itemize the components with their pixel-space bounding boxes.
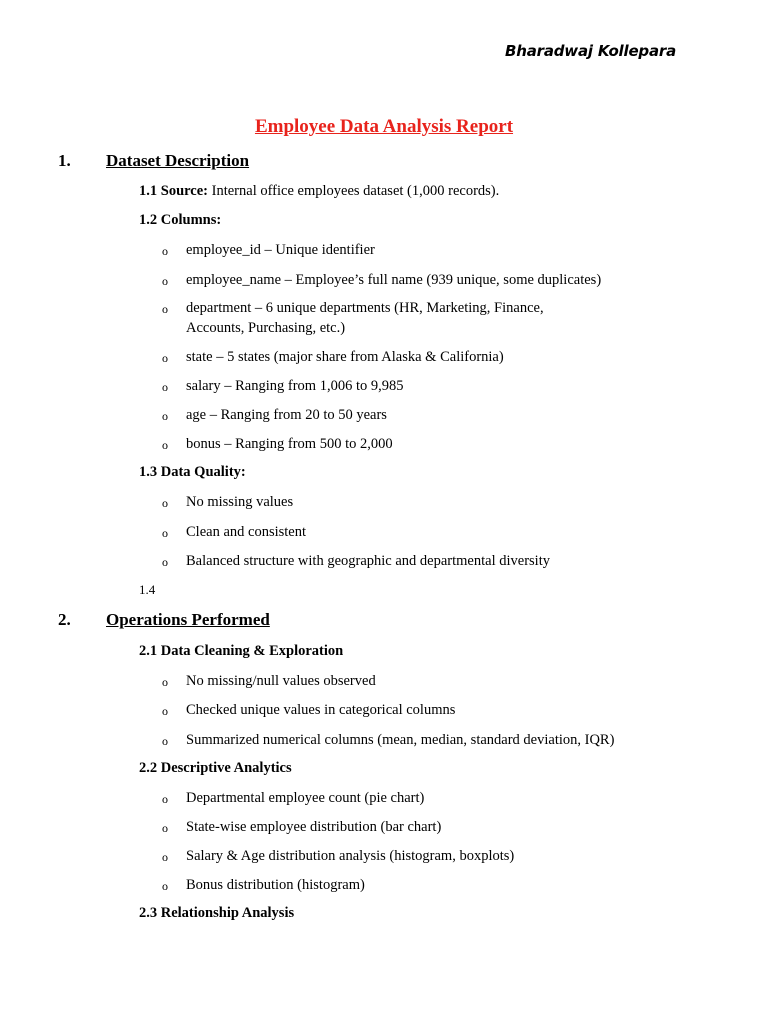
- bullet-mark: o: [162, 438, 168, 452]
- section-number: 1.: [58, 151, 71, 170]
- list-item-text: State-wise employee distribution (bar chart): [186, 819, 442, 835]
- subsection-label: 2.2 Descriptive Analytics: [139, 760, 292, 776]
- bullet-mark: o: [162, 244, 168, 258]
- bullet-mark: o: [162, 526, 168, 540]
- list-item-text: bonus – Ranging from 500 to 2,000: [186, 436, 393, 452]
- subsection-label: 1.3 Data Quality:: [139, 464, 246, 480]
- report-title: Employee Data Analysis Report: [254, 116, 514, 137]
- list-item: [162, 671, 682, 691]
- bullet-mark: o: [162, 555, 168, 569]
- subsection-columns: [139, 212, 221, 229]
- bullet-mark: o: [162, 850, 168, 864]
- list-item: [162, 730, 682, 750]
- list-item-text: Balanced structure with geographic and departmental diversity: [186, 553, 550, 569]
- list-item: [162, 875, 682, 895]
- list-item: [162, 551, 682, 571]
- bullet-mark: o: [162, 409, 168, 423]
- bullet-mark: o: [162, 380, 168, 394]
- list-item-text: salary – Ranging from 1,006 to 9,985: [186, 378, 404, 394]
- bullet-mark: o: [162, 302, 168, 316]
- author-name: Bharadwaj Kollepara: [505, 42, 676, 60]
- subsection-source: [139, 183, 499, 200]
- list-item-text: No missing/null values observed: [186, 673, 376, 689]
- list-item: [162, 376, 682, 396]
- bullet-mark: o: [162, 274, 168, 288]
- bullet-mark: o: [162, 821, 168, 835]
- list-item-text: Bonus distribution (histogram): [186, 877, 365, 893]
- subsection-descriptive-analytics: [139, 760, 292, 777]
- list-item: [162, 270, 682, 290]
- list-item: [162, 846, 682, 866]
- list-item: [162, 405, 682, 425]
- subsection-text: Internal office employees dataset (1,000 records).: [208, 183, 500, 199]
- subsection-data-quality: [139, 464, 246, 481]
- list-item-text: department – 6 unique departments (HR, Marketing, Finance, Accounts, Purchasing, etc.): [186, 300, 544, 336]
- list-item-text: Departmental employee count (pie chart): [186, 790, 425, 806]
- section-title: Dataset Description: [106, 151, 250, 170]
- list-item: [162, 788, 682, 808]
- section-number: 2.: [58, 610, 71, 629]
- list-item-text: employee_name – Employee’s full name (939 unique, some duplicates): [186, 272, 602, 288]
- subsection-label: 1.2 Columns:: [139, 212, 222, 228]
- bullet-mark: o: [162, 496, 168, 510]
- bullet-mark: o: [162, 704, 168, 718]
- list-item-text: state – 5 states (major share from Alaska & California): [186, 349, 504, 365]
- list-item: [162, 298, 592, 338]
- list-item: [162, 347, 682, 367]
- subsection-relationship-analysis: [139, 905, 294, 922]
- list-item: [162, 522, 682, 542]
- subsection-label: 1.1 Source:: [139, 183, 209, 199]
- list-item: [162, 492, 682, 512]
- bullet-mark: o: [162, 734, 168, 748]
- section-title: Operations Performed: [106, 610, 270, 629]
- bullet-mark: o: [162, 351, 168, 365]
- subsection-1-4: 1.4: [139, 582, 156, 597]
- list-item-text: age – Ranging from 20 to 50 years: [186, 407, 387, 423]
- list-item: [162, 700, 682, 720]
- list-item-text: Summarized numerical columns (mean, median, standard deviation, IQR): [186, 732, 615, 748]
- subsection-label: 2.3 Relationship Analysis: [139, 905, 295, 921]
- bullet-mark: o: [162, 792, 168, 806]
- list-item: [162, 817, 682, 837]
- subsection-data-cleaning: [139, 643, 343, 660]
- section-heading-dataset-description: [58, 151, 249, 171]
- list-item-text: employee_id – Unique identifier: [186, 242, 375, 258]
- bullet-mark: o: [162, 675, 168, 689]
- list-item-text: No missing values: [186, 494, 294, 510]
- bullet-mark: o: [162, 879, 168, 893]
- section-heading-operations-performed: [58, 610, 270, 630]
- list-item-text: Checked unique values in categorical columns: [186, 702, 456, 718]
- subsection-label: 2.1 Data Cleaning & Exploration: [139, 643, 344, 659]
- list-item-text: Clean and consistent: [186, 524, 307, 540]
- list-item-text: Salary & Age distribution analysis (histogram, boxplots): [186, 848, 515, 864]
- list-item: [162, 434, 682, 454]
- list-item: [162, 240, 682, 260]
